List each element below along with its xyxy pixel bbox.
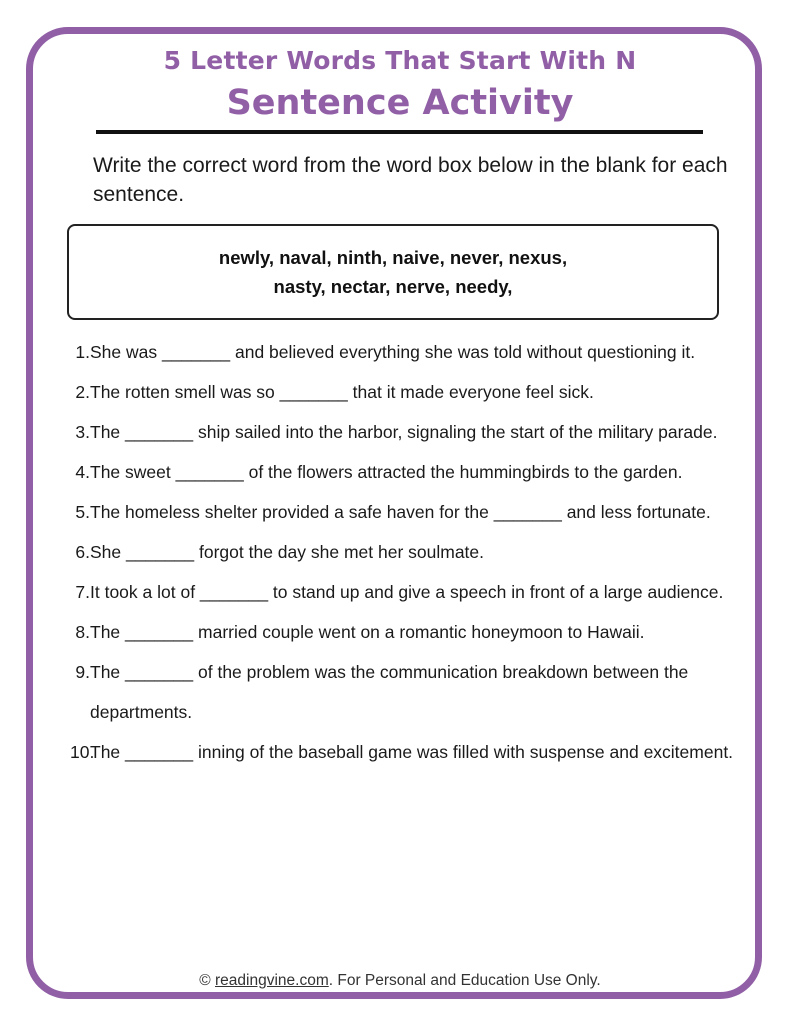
question-number: 7. [75,582,90,602]
question-item [70,612,760,652]
question-text: The rotten smell was so _______ that it made everyone feel sick. [90,382,594,402]
question-item [70,452,760,492]
question-number: 2. [75,382,90,402]
question-text: The _______ inning of the baseball game was filled with suspense and excitement. [90,742,734,762]
instructions: Write the correct word from the word box below in the blank for each sentence. [93,154,728,206]
word-box-line-1: newly, naval, ninth, naive, never, nexus, [218,247,568,268]
question-text: She _______ forgot the day she met her soulmate. [90,542,485,562]
question-number: 1. [75,342,90,362]
question-text: The sweet _______ of the flowers attracted the hummingbirds to the garden. [90,462,683,482]
worksheet-subtitle: 5 Letter Words That Start With N [163,46,637,75]
copyright-symbol: © [199,972,211,989]
question-item [70,372,760,412]
question-number: 9. [75,662,90,682]
question-number: 4. [75,462,90,482]
question-item [70,732,760,772]
question-text: The _______ ship sailed into the harbor, signaling the start of the military parade. [90,422,718,442]
question-item [70,412,760,452]
title-divider [96,130,703,134]
word-box [67,224,719,320]
question-number: 6. [75,542,90,562]
question-item [70,572,760,612]
question-list [70,332,760,772]
footer [0,972,800,990]
word-box-text [219,243,567,301]
question-text: It took a lot of _______ to stand up and give a speech in front of a large audience. [90,582,724,602]
question-item [70,652,760,732]
question-text: The homeless shelter provided a safe haven for the _______ and less fortunate. [90,502,711,522]
footer-link[interactable]: readingvine.com [215,972,329,989]
footer-note: . For Personal and Education Use Only. [328,972,601,989]
question-number: 8. [75,622,90,642]
question-number: 5. [75,502,90,522]
question-item [70,532,760,572]
question-number: 3. [75,422,90,442]
question-item [70,492,760,532]
word-box-line-2: nasty, nectar, nerve, needy, [273,276,513,297]
question-text: The _______ of the problem was the communication breakdown between the departments. [90,662,689,722]
worksheet-title: Sentence Activity [226,83,574,123]
question-item [70,332,760,372]
question-text: The _______ married couple went on a romantic honeymoon to Hawaii. [90,622,645,642]
question-text: She was _______ and believed everything she was told without questioning it. [90,342,696,362]
question-number: 10. [70,742,95,762]
